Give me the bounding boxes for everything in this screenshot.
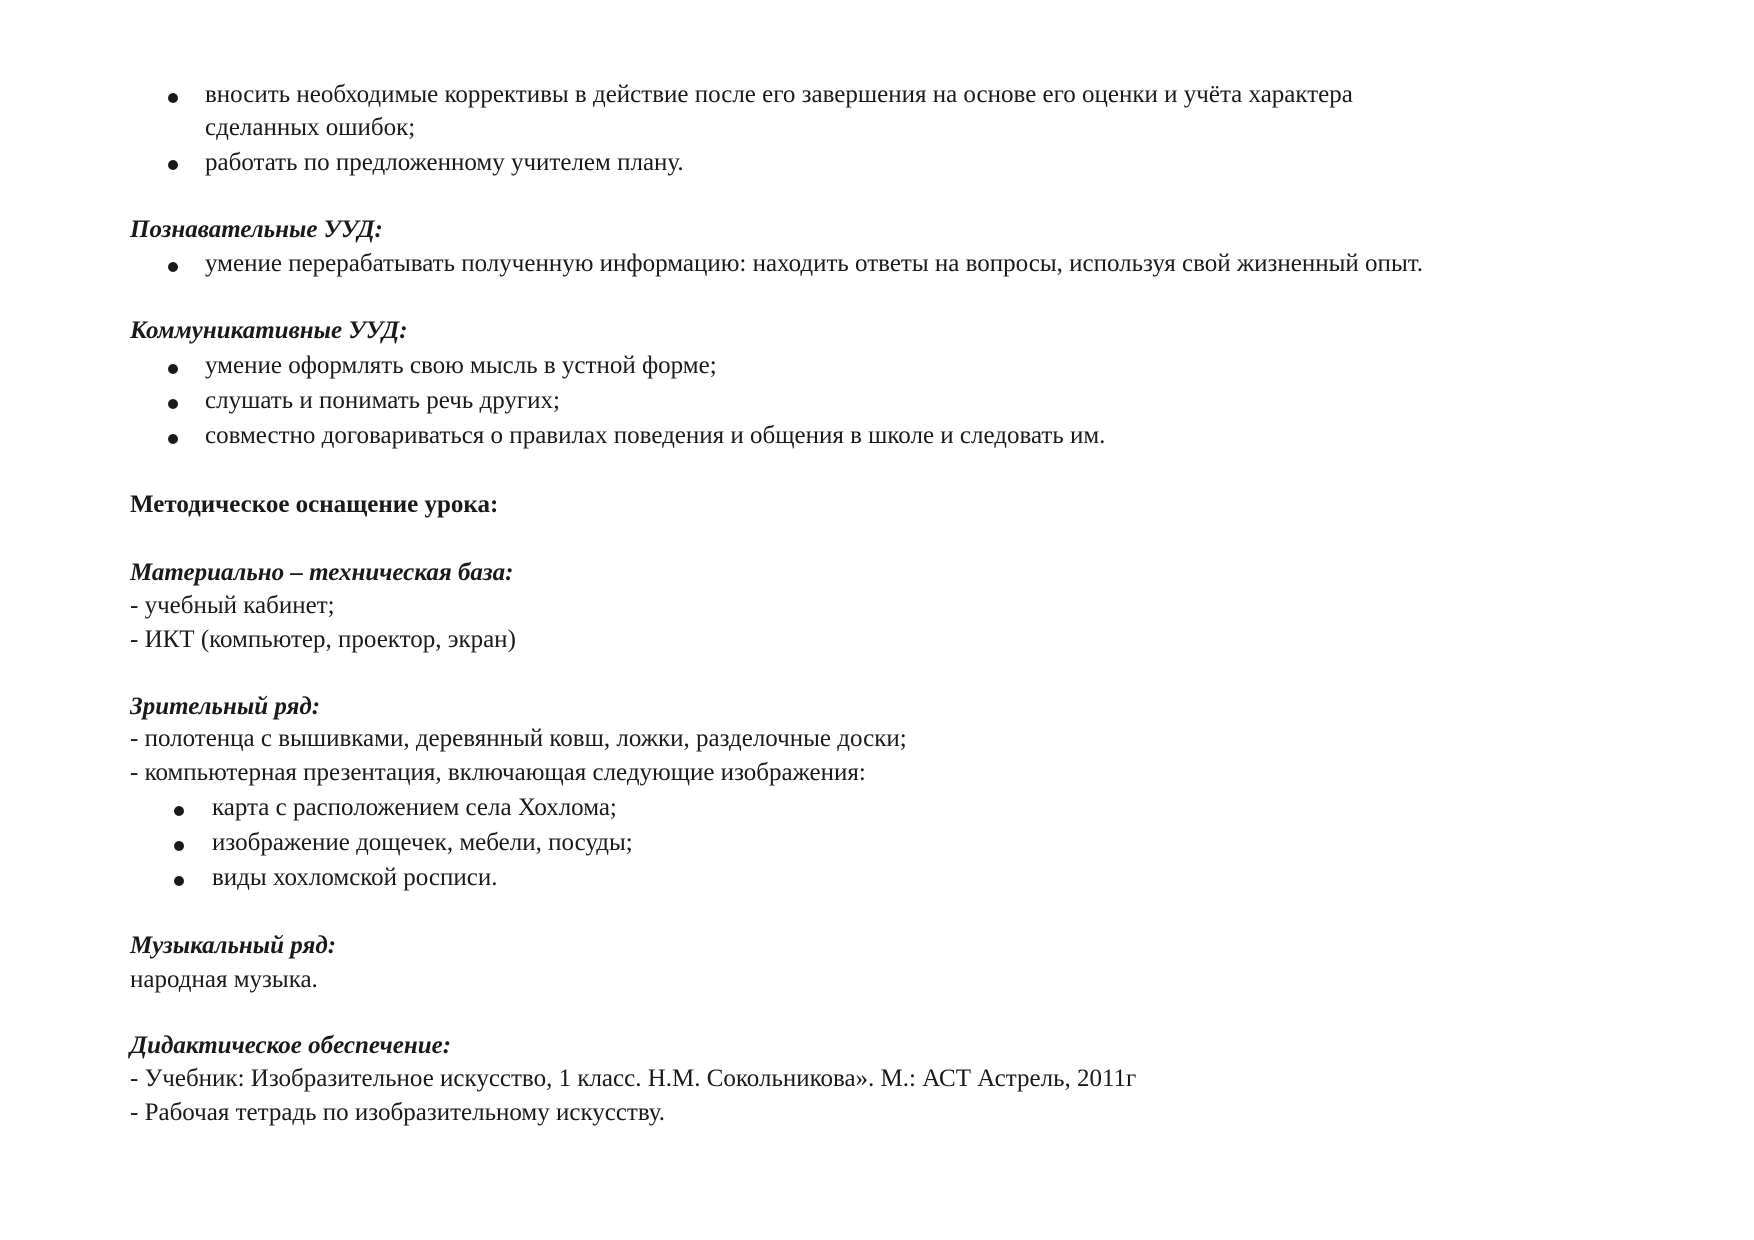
list-item: виды хохломской росписи.: [212, 864, 498, 891]
bullet-icon: [168, 434, 178, 444]
bullet-icon: [168, 93, 178, 103]
list-item: работать по предложенному учителем плану.: [205, 149, 684, 176]
bullet-icon: [168, 399, 178, 409]
section-heading-communicative: Коммуникативные УУД:: [130, 317, 408, 344]
list-item: совместно договариваться о правилах поведения и общения в школе и следовать им.: [205, 422, 1106, 449]
section-heading-material-base: Материально – техническая база:: [130, 559, 514, 586]
bullet-icon: [168, 262, 178, 272]
text-line: народная музыка.: [130, 966, 318, 993]
list-item: вносить необходимые коррективы в действие после его завершения на основе его оценки и учёта характера: [205, 81, 1353, 108]
section-heading-methodical: Методическое оснащение урока:: [130, 491, 499, 518]
text-line: - ИКТ (компьютер, проектор, экран): [130, 626, 516, 653]
bullet-icon: [168, 364, 178, 374]
text-line: - компьютерная презентация, включающая следующие изображения:: [130, 759, 866, 786]
list-item: слушать и понимать речь других;: [205, 387, 560, 414]
text-line: - Учебник: Изобразительное искусство, 1 класс. Н.М. Сокольникова». М.: АСТ Астрель, 2011г: [130, 1065, 1137, 1092]
bullet-icon: [174, 806, 184, 816]
text-line: - полотенца с вышивками, деревянный ковш, ложки, разделочные доски;: [130, 725, 907, 752]
text-line: - учебный кабинет;: [130, 592, 335, 619]
text-line: - Рабочая тетрадь по изобразительному искусству.: [130, 1099, 666, 1126]
section-heading-didactic: Дидактическое обеспечение:: [130, 1032, 452, 1059]
bullet-icon: [174, 876, 184, 886]
section-heading-cognitive: Познавательные УУД:: [130, 216, 383, 243]
list-item: карта с расположением села Хохлома;: [212, 794, 617, 821]
list-item: изображение дощечек, мебели, посуды;: [212, 829, 633, 856]
bullet-icon: [168, 160, 178, 170]
section-heading-visual: Зрительный ряд:: [130, 693, 321, 720]
list-item: умение перерабатывать полученную информацию: находить ответы на вопросы, используя свой жизненный опыт.: [205, 250, 1424, 277]
section-heading-musical: Музыкальный ряд:: [130, 932, 337, 959]
list-item-continuation: сделанных ошибок;: [205, 114, 416, 141]
list-item: умение оформлять свою мысль в устной форме;: [205, 352, 717, 379]
bullet-icon: [174, 841, 184, 851]
